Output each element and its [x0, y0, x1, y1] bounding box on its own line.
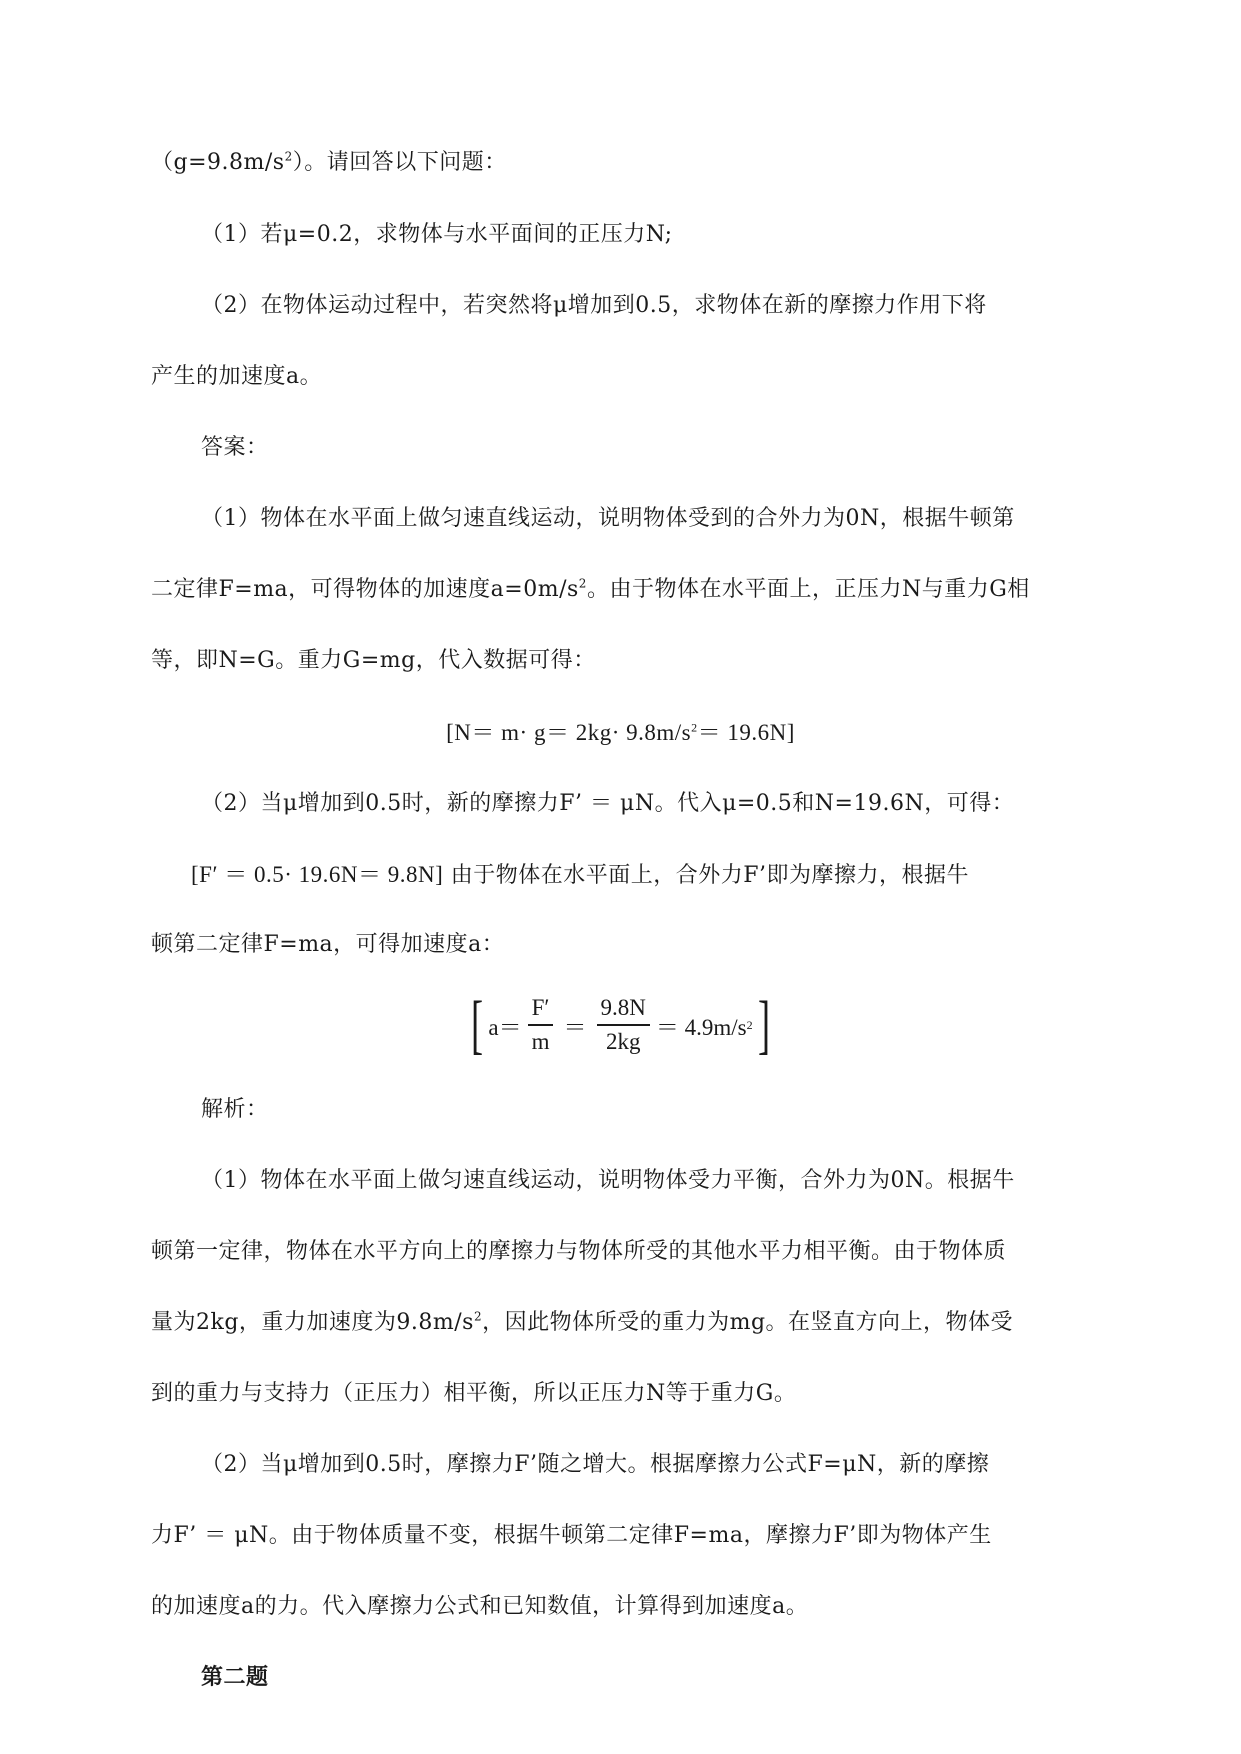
answer-1-line-2: [151, 575, 1030, 605]
answer-heading: 答案：: [201, 435, 269, 460]
text-span: 量为2kg，重力加速度为9.8m/s: [151, 1310, 474, 1335]
formula-text: ＝ 19.6N]: [697, 720, 795, 745]
fraction-force-over-mass: [528, 994, 554, 1056]
analysis-1-line-3: [151, 1308, 1013, 1338]
answer-1-line-1: （1）物体在水平面上做匀速直线运动，说明物体受到的合外力为0N，根据牛顿第: [201, 506, 1015, 531]
answer-2-line-2: [191, 860, 969, 891]
text-span: ）。请回答以下问题：: [292, 150, 507, 175]
question-1: （1）若μ=0.2，求物体与水平面间的正压力N;: [201, 222, 673, 247]
fraction-values: [597, 994, 650, 1056]
formula-acceleration: [ a＝ $\frac{F'}{m}$ ＝ $\frac{9.8N}{2kg}$ ＝ 4.9m/s 2 ]: [471, 988, 770, 1061]
right-bracket: ]: [757, 988, 770, 1061]
superscript: 2: [578, 576, 587, 591]
answer-1-line-3: 等，即N=G。重力G=mg，代入数据可得：: [151, 648, 596, 673]
text-span: （g=9.8m/s: [151, 150, 285, 175]
formula-text: [N＝ m· g＝ 2kg· 9.8m/s: [446, 720, 692, 745]
problem-condition-line: [151, 148, 507, 178]
formula-text: a＝: [488, 1014, 522, 1040]
formula-friction: [F′ ＝ 0.5· 19.6N＝ 9.8N]: [191, 862, 444, 887]
text-span: 二定律F=ma，可得物体的加速度a=0m/s: [151, 577, 579, 602]
analysis-1-line-2: 顿第一定律，物体在水平方向上的摩擦力与物体所受的其他水平力相平衡。由于物体质: [151, 1239, 1007, 1264]
equals-sign: ＝: [563, 1014, 587, 1040]
answer-2-line-3-visible: 顿第二定律F=ma，可得加速度a：: [151, 932, 505, 957]
numerator: F′: [528, 994, 554, 1026]
denominator: 2kg: [605, 1029, 641, 1054]
section-heading-problem-2: 第二题: [201, 1665, 269, 1690]
answer-2-line-1: （2）当μ增加到0.5时，新的摩擦力F’ ＝ μN。代入μ=0.5和N=19.6N，可得：: [201, 791, 1015, 816]
analysis-2-line-3: 的加速度a的力。代入摩擦力公式和已知数值，计算得到加速度a。: [151, 1594, 809, 1619]
left-bracket: [: [471, 988, 484, 1061]
question-2-line-1: （2）在物体运动过程中，若突然将μ增加到0.5，求物体在新的摩擦力作用下将: [201, 293, 987, 318]
superscript: 2: [473, 1309, 483, 1324]
superscript: 2: [284, 149, 293, 164]
denominator: m: [531, 1029, 550, 1054]
analysis-1-line-4: 到的重力与支持力（正压力）相平衡，所以正压力N等于重力G。: [151, 1381, 797, 1406]
numerator: 9.8N: [597, 994, 650, 1026]
formula-text: ＝ 4.9m/s: [655, 1014, 747, 1040]
text-span: 由于物体在水平面上，合外力F’即为摩擦力，根据牛: [443, 863, 970, 888]
text-span: ，因此物体所受的重力为mg。在竖直方向上，物体受: [482, 1310, 1014, 1335]
analysis-heading: 解析：: [201, 1097, 269, 1122]
formula-normal-force: [0, 718, 1241, 748]
analysis-2-line-1: （2）当μ增加到0.5时，摩擦力F’随之增大。根据摩擦力公式F=μN，新的摩擦: [201, 1452, 990, 1477]
analysis-2-line-2: 力F’ ＝ μN。由于物体质量不变，根据牛顿第二定律F=ma，摩擦力F’即为物体产生: [151, 1523, 992, 1548]
question-2-line-2: 产生的加速度a。: [151, 364, 323, 389]
analysis-1-line-1: （1）物体在水平面上做匀速直线运动，说明物体受力平衡，合外力为0N。根据牛: [201, 1168, 1015, 1193]
text-span: 。由于物体在水平面上，正压力N与重力G相: [586, 577, 1030, 602]
superscript: 2: [691, 720, 698, 735]
